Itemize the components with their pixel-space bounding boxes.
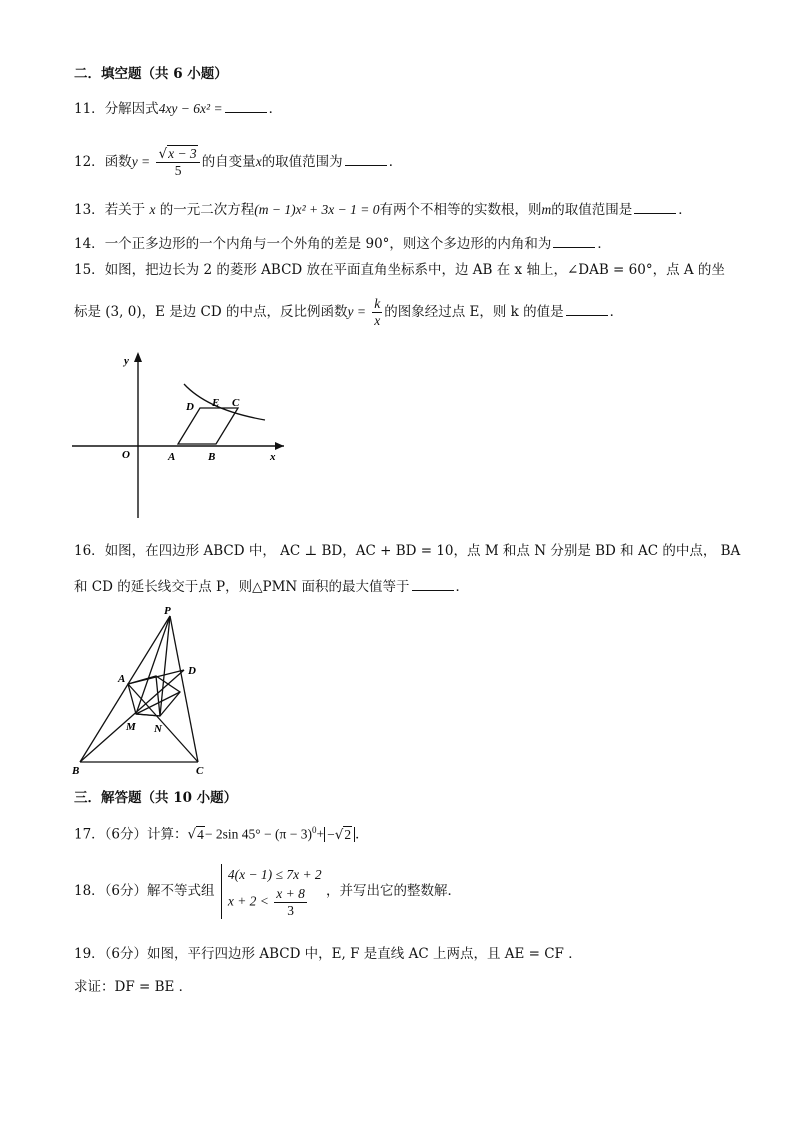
q17-abs: −√2 [324, 827, 355, 842]
q15-line2b: 的图象经过点 E，则 k 的值是 [384, 304, 564, 320]
fig15-label-y: y [124, 355, 129, 367]
section-2-title: 二．填空题（共 6 小题） [74, 66, 228, 82]
q13-x: x [149, 202, 156, 217]
q12-fraction: $\frac{√x - 3}{5}$ [156, 146, 199, 179]
q11-number: 11． [74, 101, 105, 117]
q12-number: 12． [74, 154, 105, 170]
question-17: 17．（6分）计算：√4− 2sin $45^\circ - (\pi - 3)^0+ -√2$ ． [74, 825, 369, 843]
question-12 [74, 140, 402, 184]
fig15-label-e: E [212, 397, 220, 409]
question-16-line-1 [74, 541, 740, 561]
q11-end: ． [268, 101, 283, 117]
q13-equation: (m − 1)x² + 3x − 1 = 0 [254, 202, 380, 217]
q16-line2: 和 CD 的延长线交于点 P，则△PMN 面积的最大值等于 [74, 579, 410, 595]
figure-15-rhombus [70, 348, 290, 523]
q13-text4: 的取值范围是 [551, 202, 633, 218]
q11-expression: 4xy − 6x² = [158, 101, 223, 116]
question-11 [74, 99, 282, 119]
fig15-label-a: A [168, 451, 176, 463]
question-15-line-2 [74, 290, 623, 334]
q18-ineq2-den: 3 [287, 903, 294, 918]
q18-ineq2: x + 2 < [227, 893, 269, 909]
q15-line1: 如图，把边长为 2 的菱形 ABCD 放在平面直角坐标系中，边 AB 在 x 轴上，∠DAB = 60°，点 A 的坐 [104, 262, 725, 278]
q16-line1: 如图，在四边形 ABCD 中， AC ⊥ BD，AC + BD = 10，点 M 和点 N 分别是 BD 和 AC 的中点， BA [104, 543, 741, 559]
q15-blank[interactable] [566, 303, 608, 316]
fig16-label-a: A [118, 673, 126, 685]
q13-text2: 的一元二次方程 [159, 202, 255, 218]
q13-text1: 若关于 [104, 202, 146, 218]
q13-blank[interactable] [634, 201, 676, 214]
q17-exponent: 0 [311, 825, 317, 835]
q19-text: 如图，平行四边形 ABCD 中，E, F 是直线 AC 上两点，且 AE = CF ． [147, 946, 582, 962]
q17-minus: − [327, 826, 335, 842]
q14-blank[interactable] [553, 235, 595, 248]
q15-x: x [374, 313, 381, 328]
q17-number: 17．（6分） [74, 826, 148, 843]
q16-blank[interactable] [412, 578, 454, 591]
q14-text: 一个正多边形的一个内角与一个外角的差是 90°，则这个多边形的内角和为 [104, 236, 552, 252]
q12-x: x [255, 154, 262, 169]
figure-16-quadrilateral [68, 604, 218, 776]
q17-text: 计算： [147, 826, 188, 843]
q18-number: 18．（6分） [74, 883, 148, 899]
fig15-label-b: B [208, 451, 216, 463]
question-16-line-2 [74, 577, 469, 597]
q17-plus: + [316, 826, 325, 842]
fig15-label-c: C [232, 397, 240, 409]
q16-end: ． [455, 579, 470, 595]
q12-text2: 的自变量 [201, 154, 256, 170]
q15-y: y = [347, 304, 366, 319]
section-3-title: 三．解答题（共 10 小题） [74, 790, 238, 806]
q18-ineq1: 4(x − 1) ≤ 7x + 2 [227, 867, 322, 882]
q15-line2a: 标是 (3, 0)，E 是边 CD 的中点，反比例函数 [74, 304, 348, 320]
q17-end: ． [355, 826, 369, 843]
q18-ineq2-num: x + 8 [276, 886, 305, 901]
question-19 [74, 944, 582, 964]
q18-text2: ，并写出它的整数解． [325, 883, 461, 899]
q14-end: ． [597, 236, 611, 252]
q12-denominator: 5 [174, 163, 182, 178]
q12-y: y = [131, 154, 151, 169]
q14-number: 14． [74, 236, 105, 252]
fig16-label-b: B [72, 765, 80, 776]
q19-number: 19．（6分） [74, 946, 148, 962]
fig16-label-c: C [196, 765, 204, 776]
q12-blank[interactable] [345, 153, 387, 166]
q15-number: 15． [74, 262, 105, 278]
q15-end: ． [609, 304, 624, 320]
q12-radicand: x − 3 [168, 146, 197, 161]
q17-expr: − 2sin 45° − (π − 3) [204, 826, 312, 842]
q12-text3: 的取值范围为 [261, 154, 343, 170]
fig15-label-x: x [270, 451, 276, 463]
question-18 [74, 856, 461, 926]
q17-sqrt2: 2 [344, 826, 352, 842]
q13-m: m [541, 202, 552, 217]
q15-fraction [372, 296, 382, 329]
fig16-label-n: N [154, 723, 162, 735]
question-14 [74, 234, 611, 254]
q15-k: k [374, 296, 381, 311]
fig15-label-o: O [122, 449, 130, 461]
q18-text: 解不等式组 [147, 883, 215, 899]
q11-blank[interactable] [225, 100, 267, 113]
question-19-proof: 求证：DF = BE ． [74, 979, 193, 995]
q16-number: 16． [74, 543, 105, 559]
q13-text3: 有两个不相等的实数根，则 [379, 202, 542, 218]
fig16-label-d: D [188, 665, 196, 677]
q11-text: 分解因式 [104, 101, 159, 117]
question-15-line-1 [74, 260, 725, 280]
q12-text: 函数 [104, 154, 132, 170]
q17-sqrt4: 4 [197, 826, 204, 842]
q13-number: 13． [74, 202, 105, 218]
fig16-label-p: P [164, 605, 171, 617]
question-13 [74, 200, 692, 220]
q12-end: ． [388, 154, 403, 170]
fig15-label-d: D [186, 401, 194, 413]
fig16-label-m: M [126, 721, 136, 733]
q18-inequality-system [221, 864, 322, 919]
q13-end: ． [678, 202, 692, 218]
